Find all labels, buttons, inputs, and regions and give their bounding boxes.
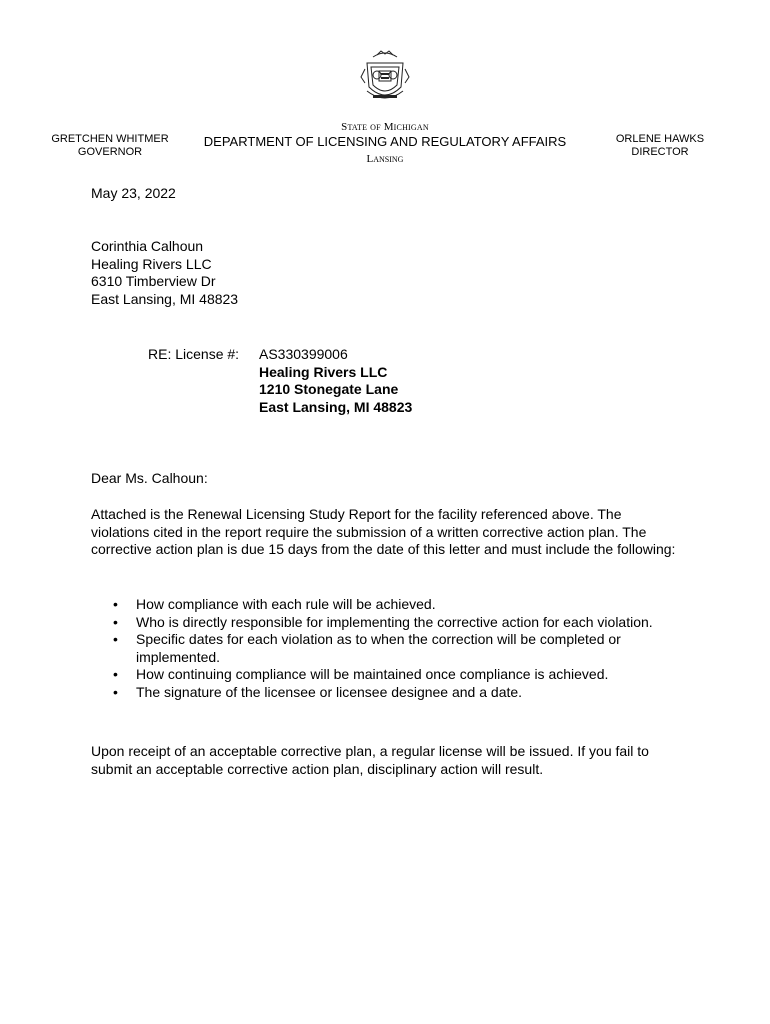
salutation: Dear Ms. Calhoun:: [91, 470, 208, 486]
state-seal-icon: [359, 47, 411, 107]
governor-name: GRETCHEN WHITMER: [51, 133, 169, 145]
list-item-text: How continuing compliance will be maintained once compliance is achieved.: [136, 666, 609, 682]
facility-line: Healing Rivers LLC: [259, 363, 388, 380]
recipient-line: 6310 Timberview Dr: [91, 273, 216, 289]
closing-paragraph: Upon receipt of an acceptable corrective plan, a regular license will be issued. If you fail to submit an acceptable corrective action plan, disciplinary action will result.: [91, 743, 649, 777]
list-item: [91, 596, 681, 614]
list-item-text: Specific dates for each violation as to when the correction will be completed or implemented.: [136, 631, 621, 665]
list-item: [91, 614, 681, 632]
list-item: [91, 631, 681, 666]
director-name: ORLENE HAWKS: [615, 133, 705, 145]
director-title: DIRECTOR: [631, 146, 689, 158]
list-item-text: The signature of the licensee or licensee designee and a date.: [136, 683, 523, 700]
list-item-text: Who is directly responsible for implementing the corrective action for each violation.: [136, 613, 653, 630]
governor-title: GOVERNOR: [77, 146, 143, 158]
requirements-list: [91, 596, 681, 701]
bullet-icon: •: [113, 596, 118, 612]
recipient-line: Healing Rivers LLC: [91, 255, 212, 272]
re-label: RE: License #:: [148, 346, 240, 362]
list-item: [91, 684, 681, 702]
bullet-icon: •: [113, 613, 118, 630]
governor-block: [40, 133, 180, 159]
department-heading: [200, 120, 570, 166]
director-block: [595, 133, 725, 159]
facility-line: East Lansing, MI 48823: [259, 398, 413, 415]
intro-paragraph: Attached is the Renewal Licensing Study Report for the facility referenced above. The violations cited in the report require the submission of a written corrective action plan. The corrective action plan is due 15 days from the date of this letter and must include the following:: [91, 506, 676, 557]
department-name: DEPARTMENT OF LICENSING AND REGULATORY AFFAIRS: [203, 134, 567, 149]
letter-date: May 23, 2022: [91, 185, 176, 201]
list-item-text: How compliance with each rule will be achieved.: [136, 596, 436, 612]
bullet-icon: •: [113, 631, 118, 647]
list-item: [91, 666, 681, 684]
bullet-icon: •: [113, 683, 118, 700]
license-details: [259, 346, 412, 416]
state-name: State of Michigan: [341, 121, 429, 133]
recipient-address: [91, 238, 238, 308]
facility-line: 1210 Stonegate Lane: [259, 381, 399, 397]
city-name: Lansing: [366, 153, 404, 165]
bullet-icon: •: [113, 666, 118, 682]
license-number: AS330399006: [259, 346, 348, 362]
recipient-line: Corinthia Calhoun: [91, 238, 204, 254]
recipient-line: East Lansing, MI 48823: [91, 290, 239, 307]
